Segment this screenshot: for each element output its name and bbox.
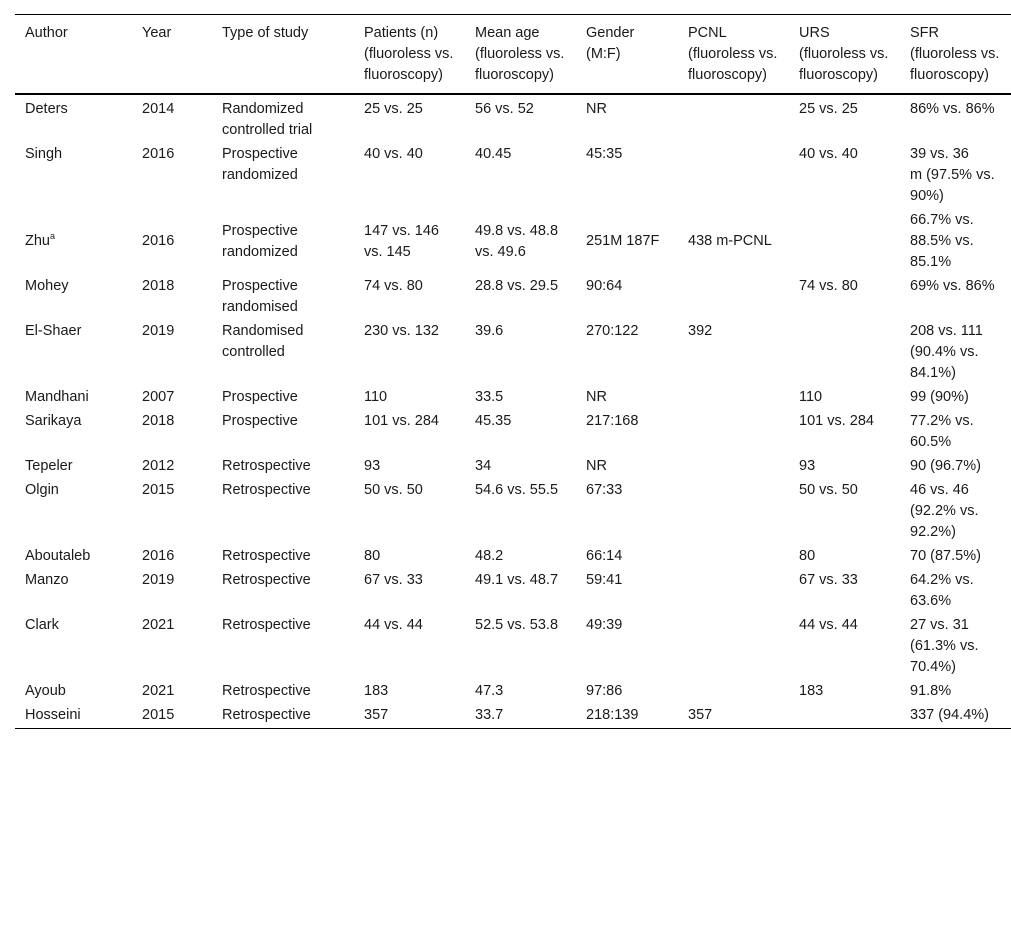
cell-urs: 50 vs. 50 [799,482,858,498]
cell-patients: 110 [364,389,388,405]
cell-patients: 93 [364,458,381,474]
cell-gender: 90:64 [586,278,623,294]
cell-type: Prospective randomized [222,222,298,260]
cell-patients: 74 vs. 80 [364,278,423,294]
cell-author: Aboutaleb [25,548,91,564]
cell-gender: 217:168 [586,413,639,429]
cell-type: Retrospective [222,548,311,564]
cell-gender: NR [586,458,607,474]
cell-sfr: 27 vs. 31 (61.3% vs. 70.4%) [910,617,979,675]
cell-age: 34 [475,458,492,474]
cell-pcnl [678,384,789,408]
cell-type: Prospective randomized [222,146,298,183]
cell-sfr: 90 (96.7%) [910,458,981,474]
cell-year: 2016 [142,548,175,564]
cell-sfr: 70 (87.5%) [910,548,981,564]
cell-author: Hosseini [25,707,81,723]
cell-sfr: 99 (90%) [910,389,969,405]
cell-author: Deters [25,101,68,117]
table-row [15,453,1011,477]
cell-urs: 101 vs. 284 [799,413,874,429]
cell-year: 2014 [142,101,175,117]
header-year: Year [142,25,172,41]
cell-pcnl [678,141,789,207]
table-row [15,543,1011,567]
cell-age: 33.7 [475,707,504,723]
cell-type: Prospective [222,413,298,429]
cell-pcnl: 438 m-PCNL [688,233,772,249]
cell-type: Retrospective [222,482,311,498]
cell-year: 2016 [142,233,175,249]
cell-pcnl [678,678,789,702]
table-row [15,678,1011,702]
cell-sfr: 64.2% vs. 63.6% [910,572,974,609]
cell-urs: 67 vs. 33 [799,572,858,588]
cell-author: Olgin [25,482,59,498]
cell-patients: 183 [364,683,389,699]
cell-gender: 251M 187F [586,233,660,249]
cell-age: 45.35 [475,413,512,429]
cell-year: 2016 [142,146,175,162]
cell-urs [789,702,900,729]
header-patients: Patients (n) (fluoroless vs. fluoroscopy) [364,25,454,83]
cell-age: 52.5 vs. 53.8 [475,617,559,633]
cell-gender: 45:35 [586,146,623,162]
cell-age: 33.5 [475,389,504,405]
cell-pcnl [678,273,789,318]
cell-author: Manzo [25,572,69,588]
cell-author: Sarikaya [25,413,82,429]
header-urs: URS (fluoroless vs. fluoroscopy) [799,25,889,83]
cell-type: Retrospective [222,458,311,474]
cell-author: El-Shaer [25,323,82,339]
cell-year: 2019 [142,323,175,339]
header-author: Author [25,25,68,41]
cell-sfr: 66.7% vs. 88.5% vs. 85.1% [910,212,974,270]
cell-sfr: 69% vs. 86% [910,278,995,294]
cell-type: Retrospective [222,617,311,633]
cell-year: 2015 [142,707,175,723]
header-type: Type of study [222,25,309,41]
header-gender: Gender (M:F) [586,25,635,62]
cell-type: Retrospective [222,683,311,699]
cell-patients: 67 vs. 33 [364,572,423,588]
table-row [15,273,1011,318]
table-header-row [15,15,1011,95]
cell-urs: 80 [799,548,816,564]
cell-pcnl: 357 [688,707,713,723]
table-row [15,702,1011,729]
cell-pcnl [678,408,789,453]
cell-sfr: 337 (94.4%) [910,707,989,723]
footnote-marker: a [50,231,56,242]
cell-urs: 25 vs. 25 [799,101,858,117]
header-sfr: SFR (fluoroless vs. fluoroscopy) [910,25,1000,83]
cell-age: 47.3 [475,683,504,699]
cell-patients: 25 vs. 25 [364,101,423,117]
cell-age: 40.45 [475,146,512,162]
cell-age: 39.6 [475,323,504,339]
cell-author: Ayoub [25,683,66,699]
cell-gender: NR [586,389,607,405]
table-row [15,141,1011,207]
cell-year: 2012 [142,458,175,474]
cell-author: Mandhani [25,389,89,405]
cell-type: Prospective [222,389,298,405]
cell-urs: 44 vs. 44 [799,617,858,633]
table-row [15,207,1011,273]
cell-gender: NR [586,101,607,117]
cell-age: 49.1 vs. 48.7 [475,572,559,588]
cell-sfr: 91.8% [910,683,952,699]
cell-type: Retrospective [222,707,311,723]
cell-pcnl [678,543,789,567]
cell-sfr: 46 vs. 46 (92.2% vs. 92.2%) [910,482,979,540]
cell-age: 49.8 vs. 48.8 vs. 49.6 [475,222,559,260]
cell-year: 2018 [142,413,175,429]
cell-patients: 147 vs. 146 vs. 145 [364,222,439,260]
cell-sfr: 208 vs. 111 (90.4% vs. 84.1%) [910,323,983,381]
cell-gender: 97:86 [586,683,623,699]
cell-pcnl [678,612,789,678]
cell-gender: 270:122 [586,323,639,339]
cell-type: Prospective randomised [222,278,298,315]
cell-patients: 230 vs. 132 [364,323,439,339]
cell-patients: 101 vs. 284 [364,413,439,429]
cell-pcnl [678,94,789,141]
cell-year: 2015 [142,482,175,498]
table-row [15,408,1011,453]
cell-urs: 183 [799,683,824,699]
header-pcnl: PCNL (fluoroless vs. fluoroscopy) [688,25,778,83]
cell-author: Singh [25,146,63,162]
cell-gender: 67:33 [586,482,623,498]
cell-urs [789,318,900,384]
cell-year: 2019 [142,572,175,588]
cell-year: 2021 [142,617,175,633]
cell-patients: 357 [364,707,389,723]
cell-type: Randomized controlled trial [222,101,313,138]
cell-sfr: 86% vs. 86% [910,101,995,117]
cell-urs: 40 vs. 40 [799,146,858,162]
cell-urs: 74 vs. 80 [799,278,858,294]
cell-author: Mohey [25,278,69,294]
cell-gender: 59:41 [586,572,623,588]
cell-pcnl [678,453,789,477]
cell-author: Tepeler [25,458,73,474]
cell-age: 56 vs. 52 [475,101,534,117]
cell-patients: 80 [364,548,381,564]
table-row [15,567,1011,612]
cell-urs [789,207,900,273]
cell-urs: 110 [799,389,823,405]
cell-urs: 93 [799,458,816,474]
cell-pcnl: 392 [688,323,713,339]
cell-sfr: 39 vs. 36 m (97.5% vs. 90%) [910,146,999,204]
table-row [15,318,1011,384]
cell-year: 2007 [142,389,175,405]
cell-author: Clark [25,617,59,633]
table-row [15,94,1011,141]
cell-author [15,207,132,273]
cell-year: 2018 [142,278,175,294]
cell-age: 48.2 [475,548,504,564]
cell-patients: 44 vs. 44 [364,617,423,633]
studies-table [15,14,1011,729]
cell-year: 2021 [142,683,175,699]
cell-age: 28.8 vs. 29.5 [475,278,559,294]
cell-sfr: 77.2% vs. 60.5% [910,413,974,450]
table-row [15,612,1011,678]
table-row [15,384,1011,408]
cell-age: 54.6 vs. 55.5 [475,482,559,498]
cell-pcnl [678,477,789,543]
cell-gender: 66:14 [586,548,623,564]
table-row [15,477,1011,543]
cell-type: Retrospective [222,572,311,588]
cell-type: Randomised controlled [222,323,304,360]
cell-patients: 40 vs. 40 [364,146,423,162]
header-age: Mean age (fluoroless vs. fluoroscopy) [475,25,565,83]
cell-gender: 49:39 [586,617,623,633]
cell-patients: 50 vs. 50 [364,482,423,498]
author-name: Zhu [25,233,50,249]
cell-pcnl [678,567,789,612]
cell-gender: 218:139 [586,707,639,723]
